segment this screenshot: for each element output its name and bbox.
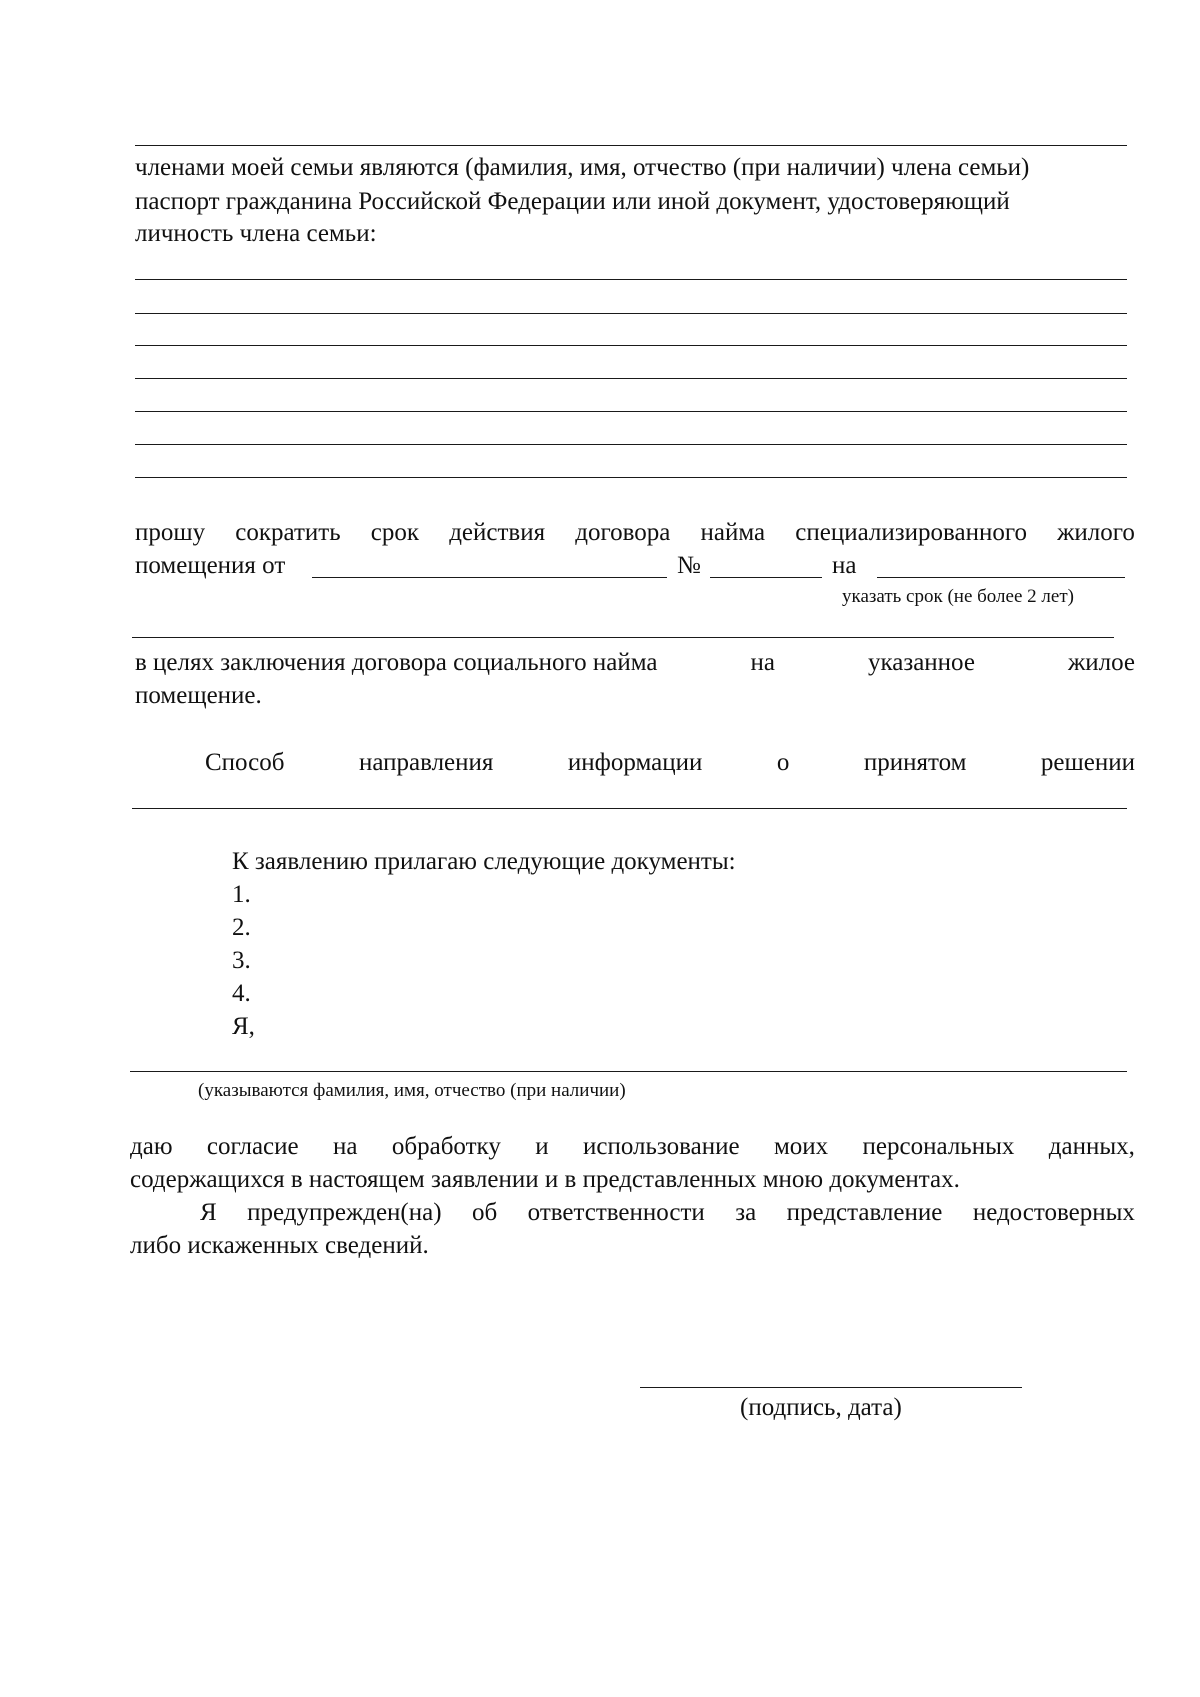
consent-word: использование <box>583 1133 740 1160</box>
info-method-line <box>205 747 1135 779</box>
on-label: на <box>832 552 857 579</box>
info-method-word: направления <box>358 749 494 776</box>
term-field[interactable] <box>877 577 1125 578</box>
contract-date-field[interactable] <box>312 577 667 578</box>
info-method-word: о <box>776 749 790 776</box>
family-blank-line-1[interactable] <box>135 279 1127 280</box>
family-blank-line-2[interactable] <box>135 313 1127 314</box>
family-blank-line-5[interactable] <box>135 411 1127 412</box>
consent-line-1 <box>130 1131 1135 1163</box>
request-word: договора <box>575 519 671 546</box>
consent-line-2: содержащихся в настоящем заявлении и в представленных мною документах. <box>130 1166 960 1193</box>
request-word: найма <box>700 519 766 546</box>
warning-word: предупрежден(на) <box>247 1199 442 1226</box>
purpose-word: на <box>750 649 775 676</box>
consent-word: на <box>333 1133 358 1160</box>
term-hint: указать срок (не более 2 лет) <box>842 586 1074 607</box>
purpose-word: указанное <box>867 649 975 676</box>
info-method-word: Способ <box>205 749 285 776</box>
info-method-blank-line[interactable] <box>132 808 1127 809</box>
warning-word: ответственности <box>527 1199 705 1226</box>
attachment-item-2: 2. <box>232 914 251 941</box>
warning-word: об <box>472 1199 498 1226</box>
attachment-item-4: 4. <box>232 980 251 1007</box>
family-intro-line-3: личность члена семьи: <box>135 220 377 247</box>
request-blank-line[interactable] <box>132 637 1114 638</box>
consent-word: персональных <box>862 1133 1015 1160</box>
purpose-word: жилое <box>1067 649 1135 676</box>
info-method-word: решении <box>1040 749 1135 776</box>
warning-word: за <box>735 1199 757 1226</box>
consent-word: моих <box>773 1133 829 1160</box>
attachment-item-1: 1. <box>232 881 251 908</box>
warning-line-1 <box>200 1197 1135 1229</box>
purpose-word: в целях заключения договора социального найма <box>135 649 658 676</box>
attachments-title: К заявлению прилагаю следующие документы: <box>232 848 736 875</box>
request-word: прошу <box>135 519 206 546</box>
consent-ya: Я, <box>232 1013 255 1040</box>
warning-word: недостоверных <box>972 1199 1135 1226</box>
family-blank-line-6[interactable] <box>135 444 1127 445</box>
warning-word: Я <box>200 1199 217 1226</box>
consent-word: даю <box>130 1133 173 1160</box>
consent-word: обработку <box>391 1133 501 1160</box>
family-blank-line-4[interactable] <box>135 378 1127 379</box>
warning-word: представление <box>786 1199 943 1226</box>
family-intro-line-1: членами моей семьи являются (фамилия, имя, отчество (при наличии) члена семьи) <box>135 154 1030 181</box>
family-intro-line-2: паспорт гражданина Российской Федерации или иной документ, удостоверяющий <box>135 188 1010 215</box>
family-blank-line-7[interactable] <box>135 477 1127 478</box>
purpose-line-1 <box>135 647 1135 679</box>
request-word: сократить <box>235 519 341 546</box>
request-word: действия <box>449 519 546 546</box>
consent-name-field[interactable] <box>130 1071 1127 1072</box>
contract-number-field[interactable] <box>710 577 822 578</box>
request-line-1 <box>135 517 1135 549</box>
consent-word: данных, <box>1048 1133 1135 1160</box>
info-method-word: принятом <box>863 749 967 776</box>
top-blank-line[interactable] <box>135 145 1127 146</box>
consent-word: и <box>535 1133 549 1160</box>
consent-name-hint: (указываются фамилия, имя, отчество (при наличии) <box>198 1080 626 1101</box>
signature-field[interactable] <box>640 1387 1022 1388</box>
warning-line-2: либо искаженных сведений. <box>130 1232 429 1259</box>
request-word: срок <box>370 519 420 546</box>
info-method-word: информации <box>567 749 703 776</box>
request-line-2-prefix: помещения от <box>135 552 286 579</box>
number-label: № <box>677 552 701 579</box>
purpose-line-2: помещение. <box>135 682 262 709</box>
family-blank-line-3[interactable] <box>135 345 1127 346</box>
request-word: специализированного <box>795 519 1027 546</box>
consent-word: согласие <box>206 1133 299 1160</box>
request-word: жилого <box>1057 519 1135 546</box>
signature-hint: (подпись, дата) <box>740 1394 902 1421</box>
attachment-item-3: 3. <box>232 947 251 974</box>
